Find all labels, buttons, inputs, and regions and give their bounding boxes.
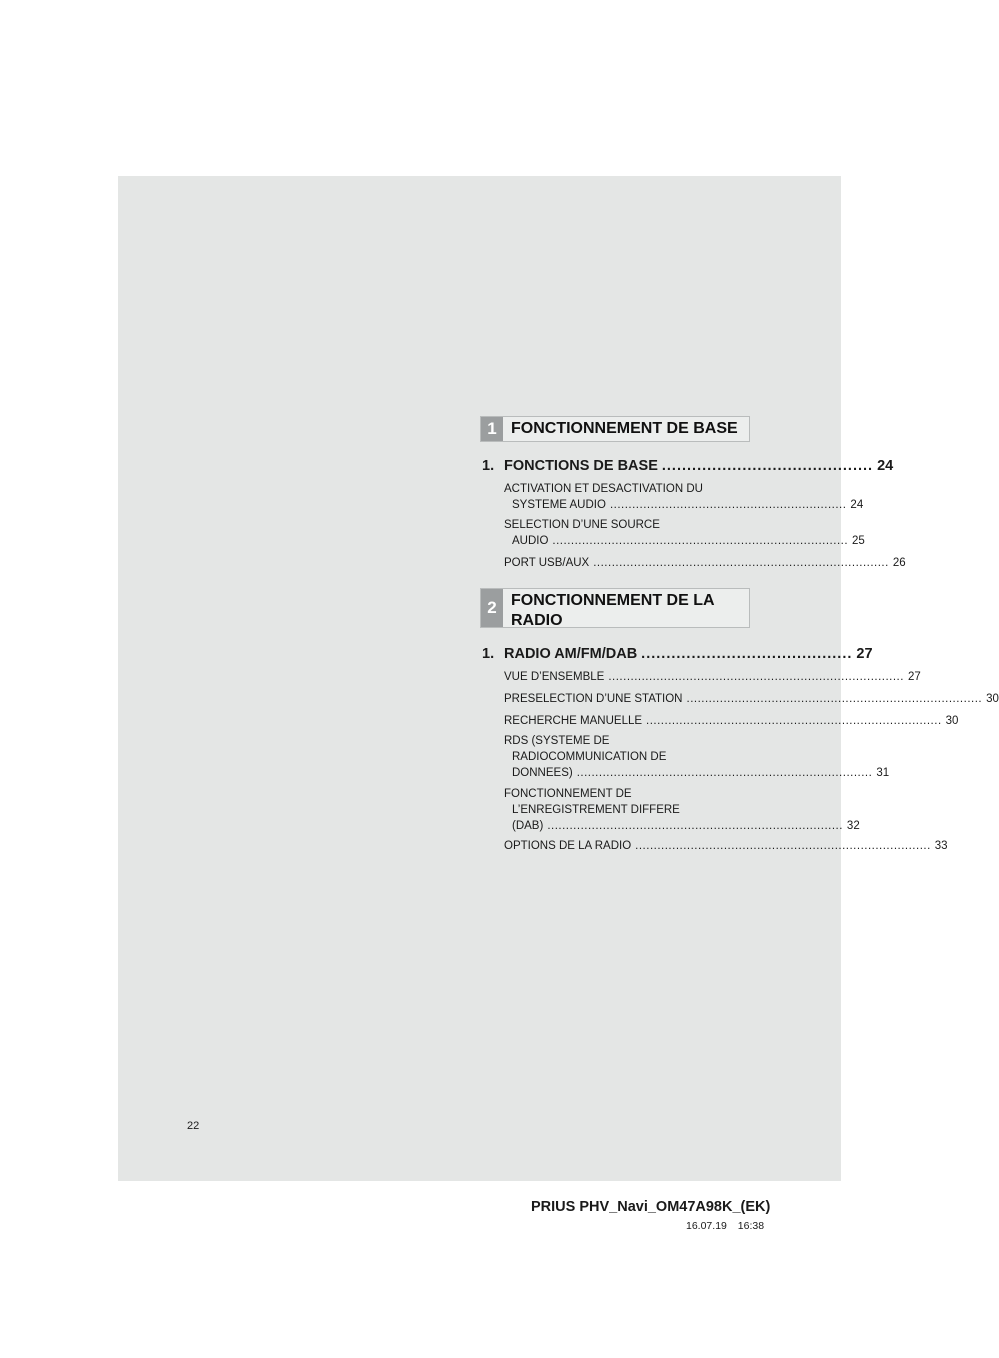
entry-page: 31 — [876, 767, 890, 779]
chapter-number: 1. — [482, 458, 495, 474]
dot-leader: ................................................................ — [609, 499, 847, 511]
section-title: FONCTIONNEMENT DE BASE — [511, 420, 738, 437]
entry-line: L’ENREGISTREMENT DIFFERE — [512, 804, 680, 816]
dot-leader: ................................................................................ — [608, 671, 904, 683]
chapter-number: 1. — [482, 646, 495, 662]
section-title-line: RADIO — [511, 612, 563, 629]
entry-line: (DAB) — [512, 820, 544, 832]
section-number: 2 — [481, 589, 503, 627]
chapter-title: RADIO AM/FM/DAB — [504, 646, 638, 662]
entry-page: 25 — [852, 535, 865, 547]
dot-leader: ................................................................................ — [686, 693, 983, 705]
chapter-fonctions-de-base[interactable] — [482, 458, 894, 474]
entry-line: RADIOCOMMUNICATION DE — [512, 751, 667, 763]
dot-leader: ................................................................................ — [552, 535, 849, 547]
chapter-radio[interactable] — [482, 646, 873, 662]
toc-entry-rds[interactable] — [504, 733, 890, 781]
entry-line: SELECTION D’UNE SOURCE — [504, 519, 660, 531]
section-header-1 — [480, 416, 750, 442]
section-title — [503, 589, 723, 627]
entry-line: RDS (SYSTEME DE — [504, 735, 610, 747]
entry-page: 27 — [907, 671, 921, 683]
entry-line: FONCTIONNEMENT DE — [504, 788, 632, 800]
toc-entry-enregistrement[interactable] — [504, 786, 860, 834]
footer-date-time: 16.07.19 16:38 — [686, 1220, 765, 1232]
toc-entry-activation[interactable] — [504, 481, 864, 513]
dot-leader: ................................................................................ — [576, 767, 873, 779]
chapter-title: FONCTIONS DE BASE — [504, 458, 658, 474]
entry-page: 30 — [986, 693, 999, 705]
toc-entry-vue-ensemble[interactable] — [504, 669, 921, 685]
entry-page: 24 — [850, 499, 864, 511]
dot-leader: ................................................................................ — [547, 820, 843, 832]
entry-line: VUE D’ENSEMBLE — [504, 671, 605, 683]
dot-leader: ................................................................................ — [646, 715, 942, 727]
entry-line: DONNEES) — [512, 767, 573, 779]
dot-leader: ................................................................................ — [593, 557, 889, 569]
section-number: 1 — [481, 417, 503, 441]
dot-leader: .......................................... — [661, 458, 874, 474]
dot-leader: ................................................................................ — [635, 840, 931, 852]
entry-line: RECHERCHE MANUELLE — [504, 715, 643, 727]
entry-page: 26 — [892, 557, 906, 569]
entry-page: 33 — [934, 840, 948, 852]
entry-line: PRESELECTION D’UNE STATION — [504, 693, 683, 705]
chapter-page: 24 — [877, 458, 894, 474]
entry-line: SYSTEME AUDIO — [512, 499, 606, 511]
toc-entry-recherche[interactable] — [504, 713, 959, 729]
entry-page: 32 — [846, 820, 860, 832]
chapter-page: 27 — [856, 646, 873, 662]
entry-line: OPTIONS DE LA RADIO — [504, 840, 632, 852]
entry-line: AUDIO — [512, 535, 549, 547]
section-title-line: FONCTIONNEMENT DE LA — [511, 592, 715, 609]
entry-line: ACTIVATION ET DESACTIVATION DU — [504, 483, 703, 495]
toc-entry-port-usb[interactable] — [504, 555, 906, 571]
page-number: 22 — [187, 1120, 200, 1132]
entry-page: 30 — [945, 715, 959, 727]
footer-document-id: PRIUS PHV_Navi_OM47A98K_(EK) — [531, 1199, 771, 1215]
toc-entry-selection-source[interactable] — [504, 517, 865, 549]
toc-entry-preselection[interactable] — [504, 691, 999, 707]
dot-leader: .......................................... — [641, 646, 853, 662]
entry-line: PORT USB/AUX — [504, 557, 590, 569]
toc-entry-options[interactable] — [504, 838, 948, 854]
section-header-2 — [480, 588, 750, 628]
